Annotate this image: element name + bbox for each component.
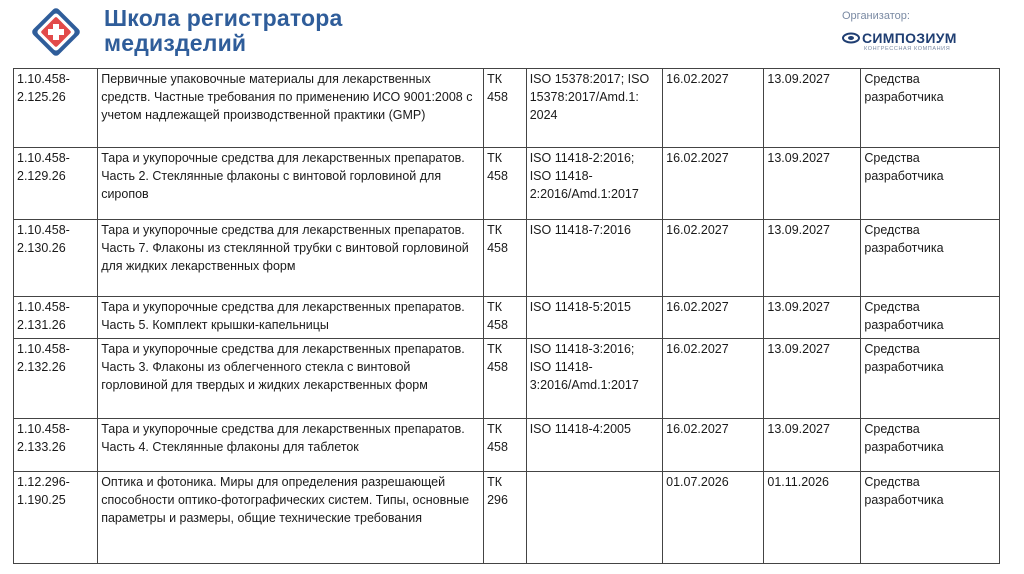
date-end-cell: 13.09.2027 bbox=[764, 69, 861, 148]
name-cell: Первичные упаковочные материалы для лекарственных средств. Частные требования по применению ИСО 9001:2008 с учетом надлежащей производственной практики (GMP) bbox=[98, 69, 484, 148]
date-end-cell: 13.09.2027 bbox=[764, 220, 861, 297]
date-start-cell: 16.02.2027 bbox=[663, 220, 764, 297]
name-cell: Тара и укупорочные средства для лекарственных препаратов. Часть 4. Стеклянные флаконы для таблеток bbox=[98, 419, 484, 472]
title-line-1: Школа регистратора bbox=[104, 5, 343, 31]
table-row bbox=[14, 69, 1000, 148]
medical-cross-icon bbox=[30, 6, 82, 58]
name-cell: Тара и укупорочные средства для лекарственных препаратов. Часть 3. Флаконы из облегченного стекла с винтовой горловиной для твердых и жидких лекарственных форм bbox=[98, 339, 484, 419]
name-cell: Тара и укупорочные средства для лекарственных препаратов. Часть 2. Стеклянные флаконы с винтовой горловиной для сиропов bbox=[98, 148, 484, 220]
table-row bbox=[14, 220, 1000, 297]
table-row bbox=[14, 339, 1000, 419]
iso-cell: ISO 11418-2:2016; ISO 11418-2:2016/Amd.1:2017 bbox=[526, 148, 662, 220]
page-title bbox=[104, 6, 524, 56]
date-end-cell: 13.09.2027 bbox=[764, 339, 861, 419]
source-cell: Средства разработчика bbox=[861, 69, 1000, 148]
date-start-cell: 16.02.2027 bbox=[663, 148, 764, 220]
symposium-logo-icon bbox=[842, 32, 860, 44]
code-cell: 1.10.458-2.130.26 bbox=[14, 220, 98, 297]
organizer-name: СИМПОЗИУМ bbox=[862, 30, 957, 46]
name-cell: Тара и укупорочные средства для лекарственных препаратов. Часть 5. Комплект крышки-капельницы bbox=[98, 297, 484, 339]
iso-cell: ISO 11418-5:2015 bbox=[526, 297, 662, 339]
source-cell: Средства разработчика bbox=[861, 220, 1000, 297]
source-cell: Средства разработчика bbox=[861, 419, 1000, 472]
date-start-cell: 01.07.2026 bbox=[663, 472, 764, 564]
date-end-cell: 13.09.2027 bbox=[764, 148, 861, 220]
code-cell: 1.10.458-2.132.26 bbox=[14, 339, 98, 419]
code-cell: 1.10.458-2.133.26 bbox=[14, 419, 98, 472]
name-cell: Оптика и фотоника. Миры для определения разрешающей способности оптико-фотографических систем. Типы, основные параметры и размеры, общие технические требования bbox=[98, 472, 484, 564]
organizer-subtitle: КОНГРЕССНАЯ КОМПАНИЯ bbox=[864, 46, 951, 52]
code-cell: 1.10.458-2.129.26 bbox=[14, 148, 98, 220]
date-start-cell: 16.02.2027 bbox=[663, 297, 764, 339]
iso-cell: ISO 11418-7:2016 bbox=[526, 220, 662, 297]
source-cell: Средства разработчика bbox=[861, 472, 1000, 564]
tk-cell: ТК 458 bbox=[484, 69, 527, 148]
source-cell: Средства разработчика bbox=[861, 148, 1000, 220]
table-row bbox=[14, 419, 1000, 472]
tk-cell: ТК 458 bbox=[484, 148, 527, 220]
iso-cell bbox=[526, 472, 662, 564]
iso-cell: ISO 15378:2017; ISO 15378:2017/Amd.1: 2024 bbox=[526, 69, 662, 148]
table-body bbox=[14, 69, 1000, 564]
tk-cell: ТК 296 bbox=[484, 472, 527, 564]
date-end-cell: 01.11.2026 bbox=[764, 472, 861, 564]
tk-cell: ТК 458 bbox=[484, 419, 527, 472]
code-cell: 1.10.458-2.131.26 bbox=[14, 297, 98, 339]
tk-cell: ТК 458 bbox=[484, 220, 527, 297]
tk-cell: ТК 458 bbox=[484, 297, 527, 339]
table-row bbox=[14, 472, 1000, 564]
source-cell: Средства разработчика bbox=[861, 297, 1000, 339]
iso-cell: ISO 11418-3:2016; ISO 11418-3:2016/Amd.1:2017 bbox=[526, 339, 662, 419]
date-start-cell: 16.02.2027 bbox=[663, 69, 764, 148]
iso-cell: ISO 11418-4:2005 bbox=[526, 419, 662, 472]
table-row bbox=[14, 297, 1000, 339]
date-start-cell: 16.02.2027 bbox=[663, 419, 764, 472]
standards-table bbox=[13, 68, 1000, 564]
date-end-cell: 13.09.2027 bbox=[764, 419, 861, 472]
code-cell: 1.12.296-1.190.25 bbox=[14, 472, 98, 564]
organizer-label: Организатор: bbox=[842, 10, 910, 22]
page-header bbox=[0, 0, 1024, 68]
title-line-2: медизделий bbox=[104, 30, 247, 56]
organizer-logo bbox=[842, 30, 1012, 56]
table-row bbox=[14, 148, 1000, 220]
code-cell: 1.10.458-2.125.26 bbox=[14, 69, 98, 148]
source-cell: Средства разработчика bbox=[861, 339, 1000, 419]
date-end-cell: 13.09.2027 bbox=[764, 297, 861, 339]
tk-cell: ТК 458 bbox=[484, 339, 527, 419]
date-start-cell: 16.02.2027 bbox=[663, 339, 764, 419]
name-cell: Тара и укупорочные средства для лекарственных препаратов. Часть 7. Флаконы из стеклянной трубки с винтовой горловиной для жидких лекарственных форм bbox=[98, 220, 484, 297]
